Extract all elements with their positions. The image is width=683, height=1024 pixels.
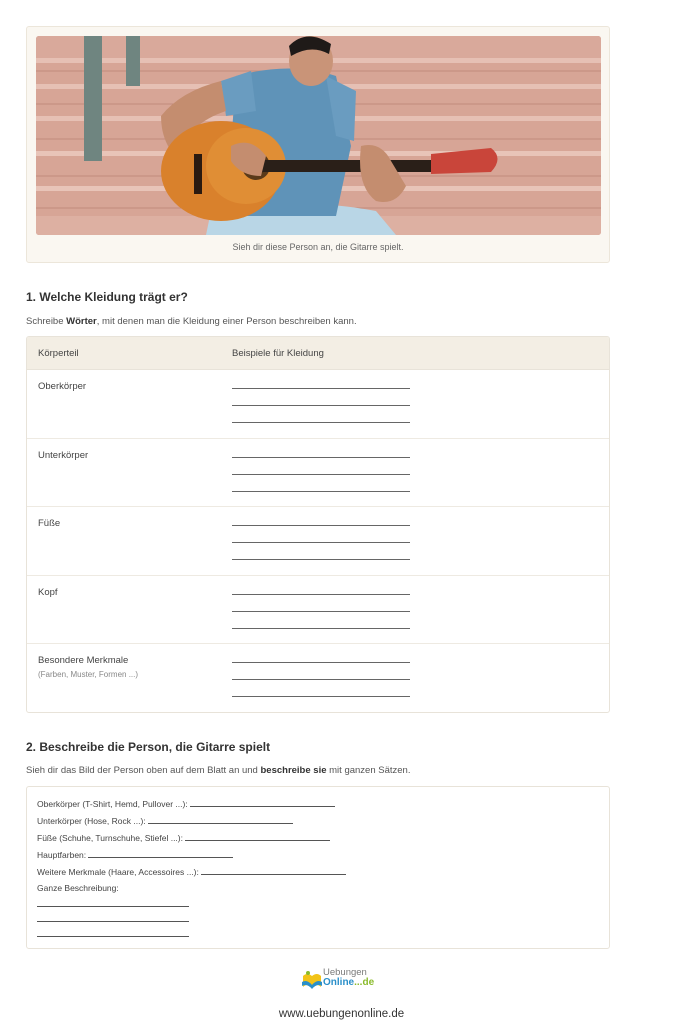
instruction-text: , mit denen man die Kleidung einer Person beschreiben kann.	[96, 316, 357, 327]
answer-line[interactable]	[148, 815, 293, 824]
column-header-clothing: Beispiele für Kleidung	[232, 348, 324, 359]
logo-text-online: Online	[323, 977, 355, 988]
answer-line[interactable]	[232, 679, 410, 680]
column-header-body-part: Körperteil	[38, 348, 79, 359]
field-lower-body	[37, 815, 293, 826]
field-other-features	[37, 866, 346, 877]
field-label: Füße (Schuhe, Turnschuhe, Stiefel ...):	[37, 833, 183, 843]
field-label: Ganze Beschreibung:	[37, 883, 119, 893]
table-row	[27, 439, 609, 508]
field-feet	[37, 832, 330, 843]
answer-line[interactable]	[232, 422, 410, 423]
instruction-text: Schreibe	[26, 316, 67, 327]
row-label: Unterkörper	[38, 449, 89, 461]
answer-line[interactable]	[37, 921, 189, 922]
field-main-colors	[37, 849, 233, 860]
answer-line[interactable]	[232, 542, 410, 543]
row-label: Füße	[38, 518, 61, 530]
logo-text-bottom	[323, 977, 374, 988]
row-sublabel: (Farben, Muster, Formen ...)	[38, 670, 139, 680]
answer-line[interactable]	[232, 388, 410, 389]
answer-line[interactable]	[232, 594, 410, 595]
section2-instruction	[26, 765, 410, 776]
table-row	[27, 644, 609, 713]
table-row	[27, 370, 609, 439]
answer-line[interactable]	[232, 491, 410, 492]
website-url[interactable]: www.uebungenonline.de	[278, 1008, 405, 1020]
uebungenonline-logo	[302, 967, 382, 993]
instruction-bold: Wörter	[66, 316, 97, 327]
answer-line[interactable]	[232, 474, 410, 475]
instruction-text: Sieh dir das Bild der Person oben auf dem Blatt an und	[26, 765, 261, 776]
row-label: Besondere Merkmale	[38, 655, 129, 667]
field-upper-body	[37, 798, 335, 809]
guitar-player-photo	[36, 36, 601, 235]
row-label: Oberkörper	[38, 381, 87, 392]
answer-line[interactable]	[232, 662, 410, 663]
book-icon	[302, 968, 322, 990]
field-label: Unterkörper (Hose, Rock ...):	[37, 816, 146, 826]
answer-line[interactable]	[37, 936, 189, 937]
table-row	[27, 576, 609, 645]
answer-line[interactable]	[232, 559, 410, 560]
section2-title: 2. Beschreibe die Person, die Gitarre spielt	[26, 740, 271, 754]
field-label: Weitere Merkmale (Haare, Accessoires ...):	[37, 867, 199, 877]
table-row	[27, 507, 609, 576]
answer-line[interactable]	[88, 849, 233, 858]
clothing-table	[26, 336, 610, 713]
logo-text-top: Uebungen	[323, 967, 367, 978]
answer-line[interactable]	[232, 457, 410, 458]
row-label: Kopf	[38, 586, 58, 598]
answer-line[interactable]	[232, 696, 410, 697]
field-label: Oberkörper (T-Shirt, Hemd, Pullover ...):	[37, 799, 188, 809]
answer-line[interactable]	[201, 866, 346, 875]
answer-line[interactable]	[232, 405, 410, 406]
field-full-description	[37, 883, 119, 893]
section1-instruction	[26, 316, 357, 327]
answer-line[interactable]	[190, 798, 335, 807]
table-header	[27, 337, 609, 370]
logo-text-de: ...de	[354, 977, 375, 988]
answer-line[interactable]	[37, 906, 189, 907]
instruction-bold: beschreibe sie	[260, 765, 327, 776]
image-caption: Sieh dir diese Person an, die Gitarre spielt.	[232, 242, 404, 252]
field-label: Hauptfarben:	[37, 850, 87, 860]
section1-title: 1. Welche Kleidung trägt er?	[26, 290, 188, 304]
answer-line[interactable]	[185, 832, 330, 841]
answer-line[interactable]	[232, 611, 410, 612]
image-card	[26, 26, 610, 263]
answer-line[interactable]	[232, 628, 410, 629]
description-box	[26, 786, 610, 949]
answer-line[interactable]	[232, 525, 410, 526]
instruction-text: mit ganzen Sätzen.	[326, 765, 411, 776]
